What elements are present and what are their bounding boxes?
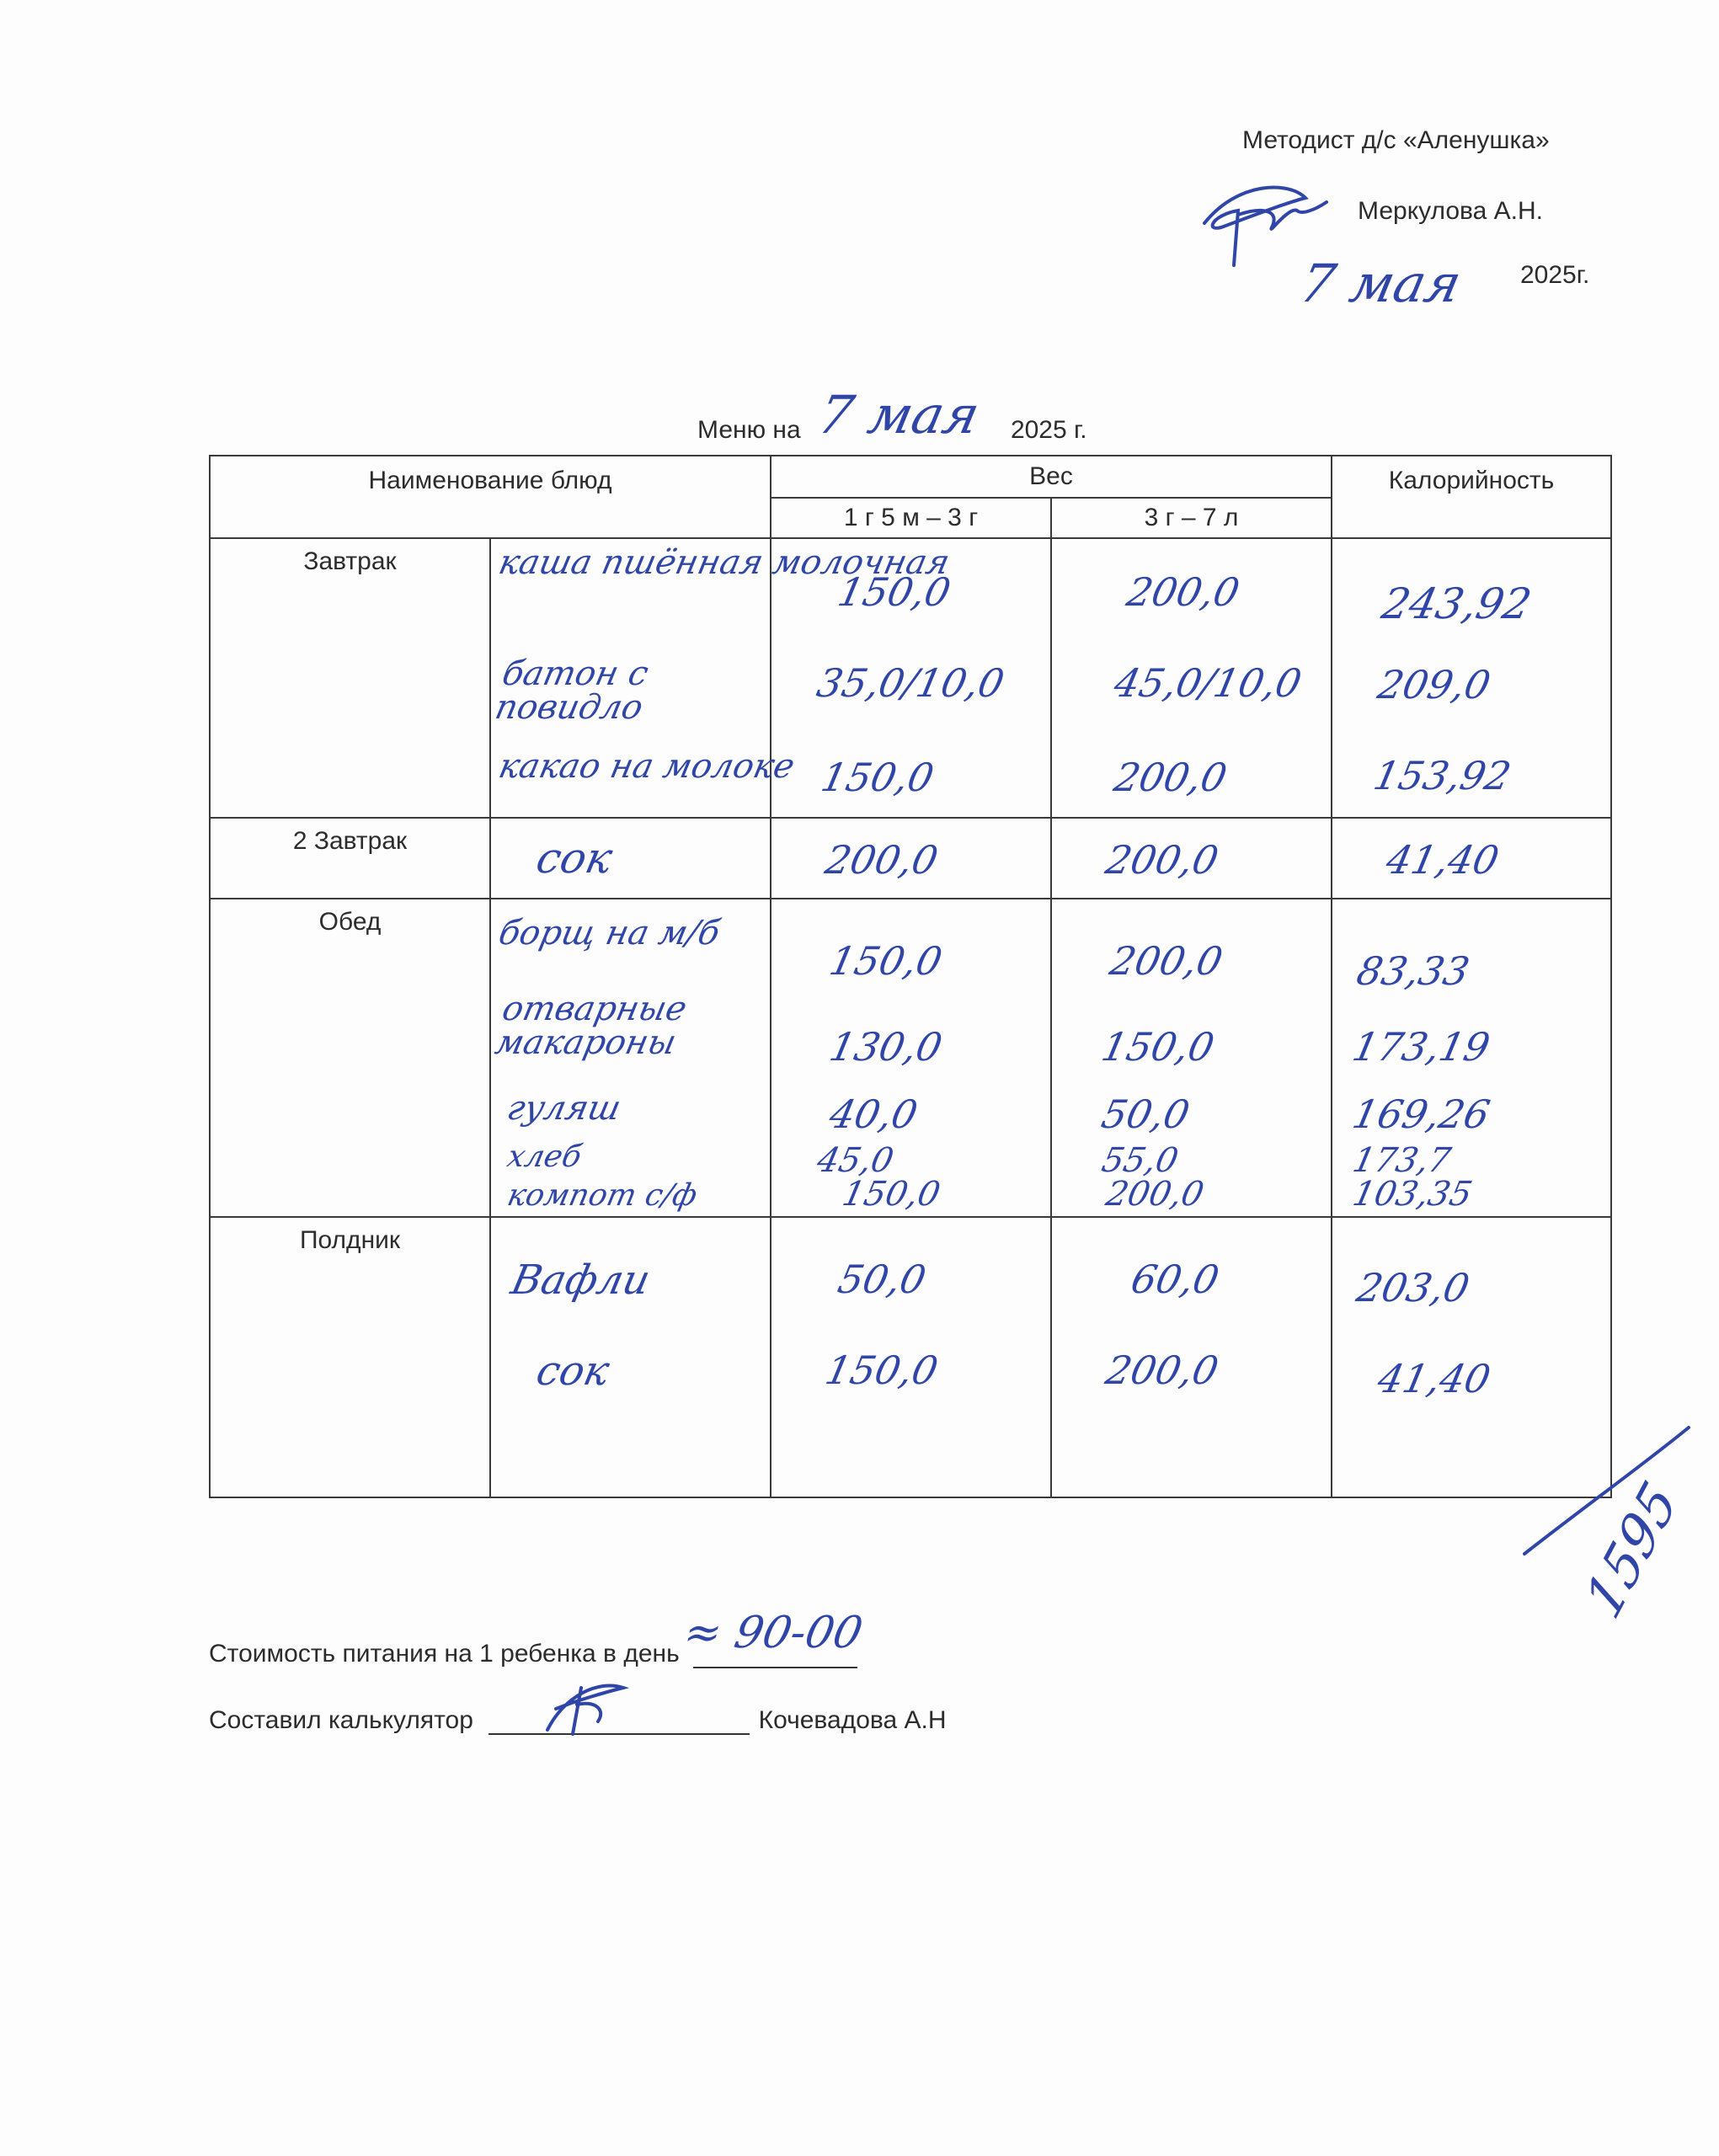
snack-weight-1	[771, 1217, 1051, 1497]
weight-value: 45,0	[814, 1141, 897, 1180]
breakfast2-weight-1	[771, 818, 1051, 899]
calorie-value: 169,26	[1348, 1091, 1494, 1137]
approver-title: Методист д/с «Аленушка»	[1242, 126, 1550, 154]
weight-value: 200,0	[1123, 569, 1244, 615]
menu-title-prefix: Меню на	[697, 416, 801, 444]
calculator-name: Кочевадова А.Н	[758, 1706, 947, 1734]
menu-date-handwritten: 7 мая	[813, 384, 985, 446]
total-calories-value: 1595	[1575, 1470, 1690, 1631]
calorie-value: 209,0	[1374, 662, 1495, 707]
header-weight: Вес	[771, 456, 1332, 498]
weight-value: 150,0	[834, 569, 955, 615]
header-calories: Калорийность	[1332, 456, 1611, 538]
cost-field	[679, 1608, 868, 1668]
weight-value: 200,0	[821, 837, 942, 883]
approval-year: 2025г.	[1520, 261, 1590, 289]
breakfast-weight-1	[771, 538, 1051, 818]
meal-breakfast: Завтрак	[210, 538, 490, 818]
dish-name: отварные макароны	[491, 990, 691, 1062]
calorie-value: 243,92	[1377, 579, 1536, 628]
calorie-value: 153,92	[1369, 753, 1515, 798]
calorie-value: 203,0	[1353, 1265, 1474, 1310]
calculator-signature	[539, 1671, 632, 1738]
weight-value: 150,0	[821, 1348, 942, 1393]
cost-label: Стоимость питания на 1 ребенка в день	[209, 1640, 680, 1668]
calculator-label: Составил калькулятор	[209, 1706, 473, 1734]
lunch-row	[210, 899, 1611, 1217]
weight-value: 150,0	[839, 1175, 944, 1214]
calorie-value: 103,35	[1349, 1175, 1476, 1214]
approver-name: Меркулова А.Н.	[1358, 197, 1543, 225]
lunch-weight-1	[771, 899, 1051, 1217]
weight-value: 50,0	[1097, 1091, 1194, 1137]
breakfast2-calories	[1332, 818, 1611, 899]
weight-value: 130,0	[825, 1024, 947, 1070]
weight-value: 200,0	[1102, 837, 1223, 883]
menu-table	[209, 455, 1612, 1498]
header-dish: Наименование блюд	[210, 456, 771, 538]
meal-breakfast-2: 2 Завтрак	[210, 818, 490, 899]
breakfast2-weight-2	[1051, 818, 1332, 899]
menu-title	[697, 384, 1087, 451]
calorie-value: 173,7	[1349, 1141, 1455, 1180]
snack-weight-2	[1051, 1217, 1332, 1497]
dish-name: Вафли	[507, 1257, 654, 1304]
calorie-value: 41,40	[1382, 837, 1503, 883]
dish-name: компот с/ф	[504, 1178, 701, 1213]
weight-value: 200,0	[1102, 1175, 1208, 1214]
weight-value: 60,0	[1127, 1257, 1224, 1302]
calorie-value: 41,40	[1374, 1356, 1495, 1401]
dish-name: сок	[532, 1348, 614, 1395]
weight-value: 40,0	[825, 1091, 922, 1137]
meal-snack: Полдник	[210, 1217, 490, 1497]
dish-name: гуляш	[504, 1089, 625, 1128]
weight-value: 150,0	[817, 755, 938, 800]
calorie-value: 173,19	[1348, 1024, 1494, 1070]
weight-value: 200,0	[1106, 938, 1227, 984]
weight-value: 50,0	[834, 1257, 931, 1302]
dish-name: хлеб	[504, 1139, 585, 1174]
weight-value: 55,0	[1098, 1141, 1182, 1180]
snack-row	[210, 1217, 1611, 1497]
header-age-1-3: 1 г 5 м – 3 г	[771, 498, 1051, 538]
breakfast-row	[210, 538, 1611, 818]
approval-date-handwritten: 7 мая	[1295, 253, 1467, 314]
dish-name: каша пшённая молочная	[495, 543, 953, 582]
total-annotation-stroke	[1516, 1415, 1701, 1558]
calorie-value: 83,33	[1353, 948, 1474, 994]
breakfast-weight-2	[1051, 538, 1332, 818]
weight-value: 150,0	[1097, 1024, 1219, 1070]
lunch-calories	[1332, 899, 1611, 1217]
weight-value: 200,0	[1110, 755, 1231, 800]
dish-name: какао на молоке	[495, 747, 798, 786]
lunch-weight-2	[1051, 899, 1332, 1217]
dish-name: сок	[531, 834, 617, 883]
weight-value: 150,0	[825, 938, 947, 984]
header-age-3-7: 3 г – 7 л	[1051, 498, 1332, 538]
dish-name: борщ на м/б	[495, 914, 723, 953]
menu-year: 2025 г.	[1010, 416, 1087, 444]
meal-lunch: Обед	[210, 899, 490, 1217]
breakfast2-row	[210, 818, 1611, 899]
lunch-dishes	[490, 899, 771, 1217]
weight-value: 200,0	[1102, 1348, 1223, 1393]
calculator-signature-field	[488, 1705, 750, 1735]
calculator-line	[209, 1705, 947, 1735]
snack-dishes	[490, 1217, 771, 1497]
weight-value: 35,0/10,0	[813, 660, 1009, 706]
cost-line	[209, 1608, 868, 1668]
breakfast-calories	[1332, 538, 1611, 818]
breakfast2-dishes	[490, 818, 771, 899]
cost-value-handwritten: ≈ 90-00	[679, 1608, 868, 1658]
weight-value: 45,0/10,0	[1110, 660, 1306, 706]
dish-name: батон с повидло	[491, 654, 652, 727]
